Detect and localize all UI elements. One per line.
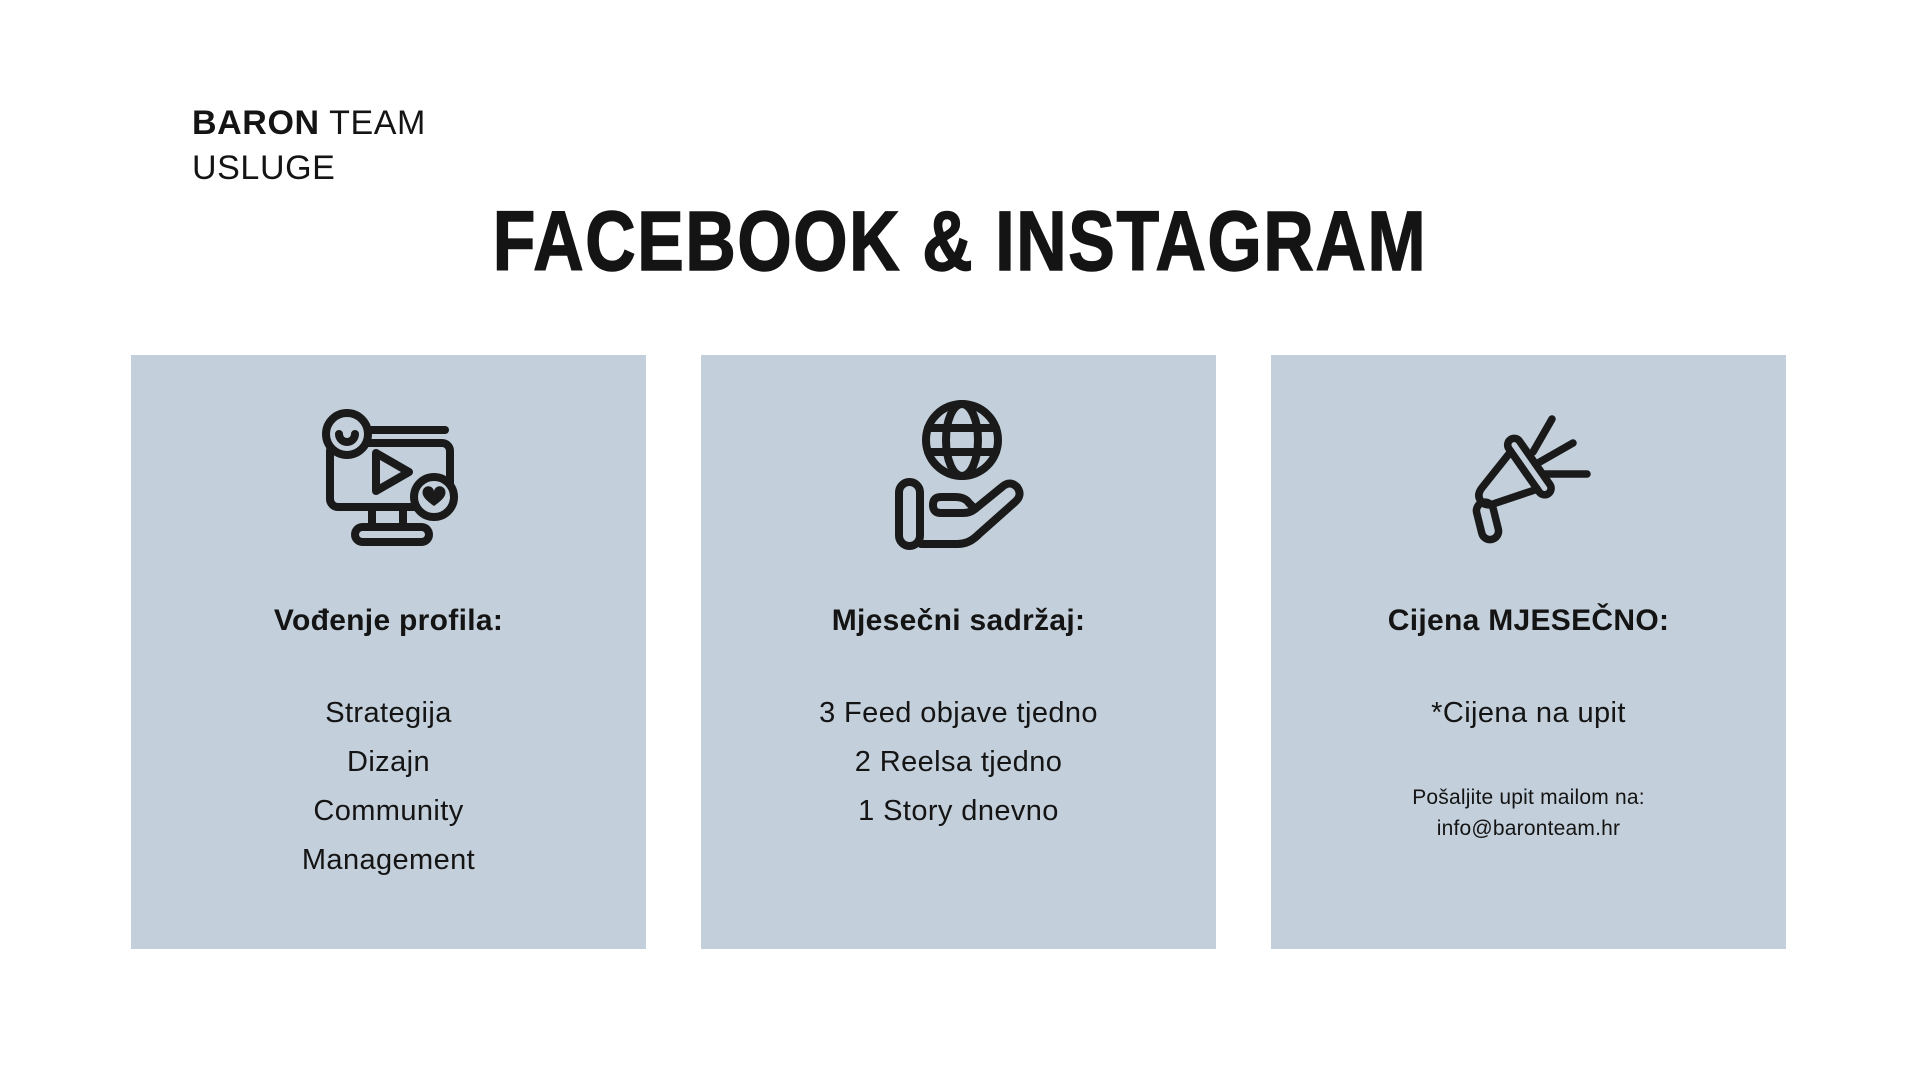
globe-in-hand-icon xyxy=(701,401,1216,551)
card-heading: Cijena MJESEČNO: xyxy=(1387,604,1670,637)
list-item: Management xyxy=(301,844,476,876)
page-title: FACEBOOK & INSTAGRAM xyxy=(492,194,1428,288)
card-cijena xyxy=(1271,355,1786,949)
card-items xyxy=(701,689,1216,836)
list-item: 2 Reelsa tjedno xyxy=(854,746,1063,778)
list-item: 3 Feed objave tjedno xyxy=(819,697,1098,729)
contact-note xyxy=(1271,782,1786,844)
card-items xyxy=(1271,689,1786,738)
megaphone-icon xyxy=(1271,401,1786,551)
card-mjesecni-sadrzaj xyxy=(701,355,1216,949)
contact-note-line: Pošaljite upit mailom na: xyxy=(1412,786,1645,809)
list-item: Community xyxy=(313,795,464,827)
card-heading: Mjesečni sadržaj: xyxy=(831,604,1086,637)
card-heading: Vođenje profila: xyxy=(273,604,504,637)
brand-logo-bold: BARON xyxy=(192,104,320,142)
brand-logo-regular: TEAM xyxy=(329,104,426,142)
brand-logo-line1 xyxy=(192,101,426,146)
social-media-monitor-icon xyxy=(131,401,646,551)
cards-row xyxy=(131,355,1786,949)
list-item: Strategija xyxy=(325,697,452,729)
list-item: 1 Story dnevno xyxy=(858,795,1059,827)
card-items xyxy=(131,689,646,885)
list-item: *Cijena na upit xyxy=(1431,697,1626,729)
brand-logo xyxy=(192,101,426,191)
contact-email: info@baronteam.hr xyxy=(1436,817,1621,840)
brand-logo-line2: USLUGE xyxy=(192,149,336,187)
card-vodjenje-profila xyxy=(131,355,646,949)
list-item: Dizajn xyxy=(347,746,430,778)
